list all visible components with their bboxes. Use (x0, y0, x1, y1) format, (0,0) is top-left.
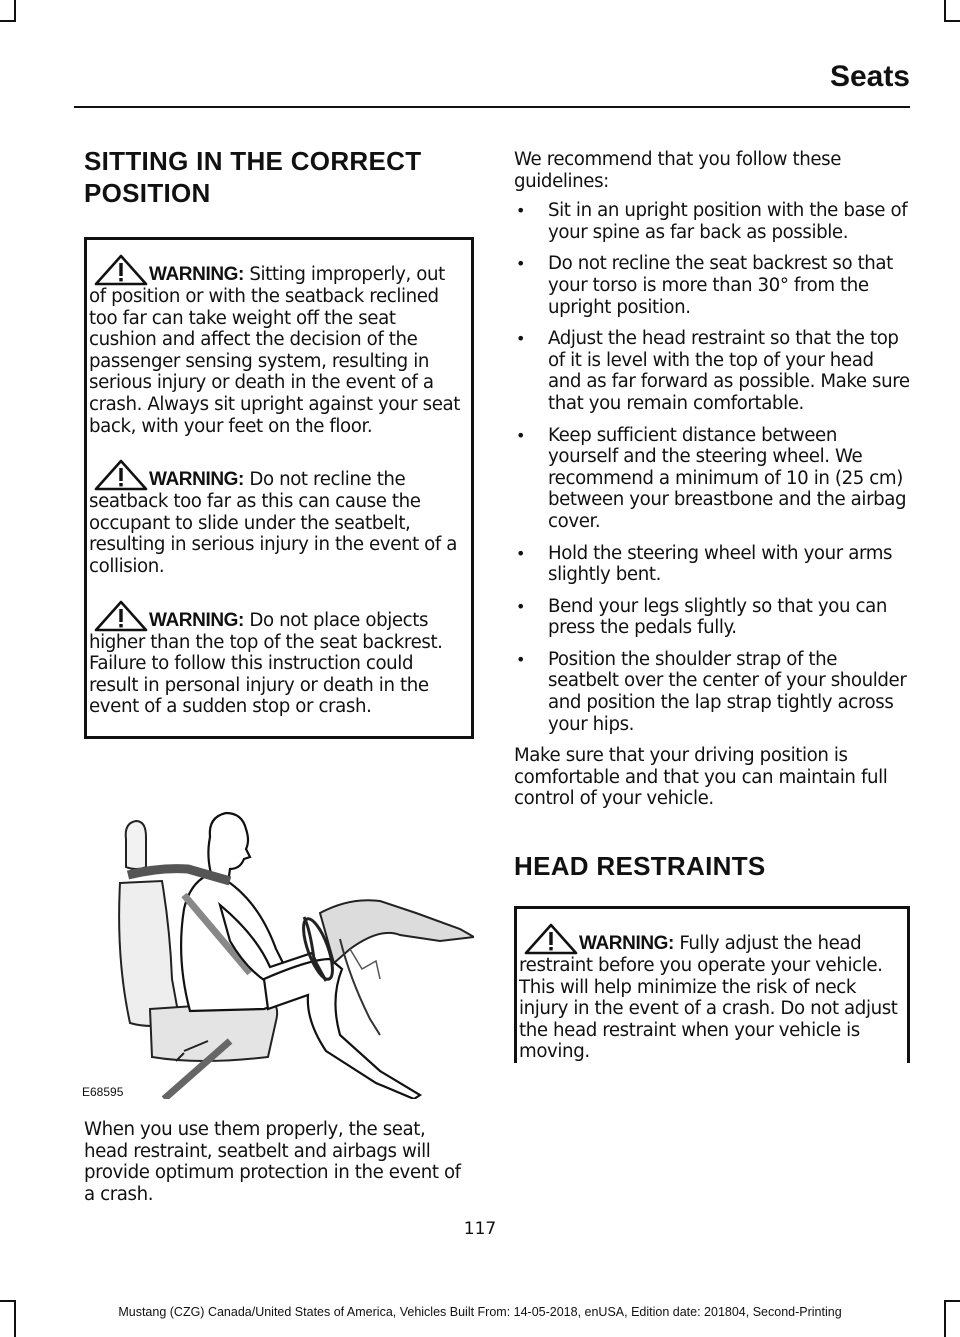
warning-item (519, 923, 901, 1063)
crop-mark-top-left-v (14, 0, 16, 22)
guidelines-list (514, 200, 910, 735)
crop-mark-top-right-h (944, 20, 960, 22)
warning-triangle-icon (93, 459, 149, 491)
warning-label: WARNING: (149, 609, 244, 631)
warning-text: Sitting improperly, out of position or with the seatback reclined too far can take weight off the seat cushion and affect the decision of the passenger sensing system, resulting in serious injury or death in the event of a crash. Always sit upright against your seat back, with your feet on the floor. (89, 264, 460, 437)
warning-label: WARNING: (149, 469, 244, 491)
page-number: 117 (463, 1219, 497, 1239)
crop-mark-top-right-v (944, 0, 946, 22)
warning-triangle-icon (523, 923, 579, 955)
list-item: • Position the shoulder strap of the seatbelt over the center of your shoulder and position the lap strap tightly across your hips. (514, 649, 910, 735)
seating-position-illustration (80, 809, 474, 1099)
warning-label: WARNING: (579, 933, 674, 955)
warning-box-head-restraints (514, 906, 910, 1063)
page-header-title: Seats (829, 60, 910, 93)
warning-item (89, 600, 465, 718)
crop-mark-top-left-h (0, 20, 16, 22)
warning-text: Fully adjust the head restraint before you operate your vehicle. This will help minimize the risk of neck injury in the event of a crash. Do not adjust the head restraint when your vehicle is moving. (519, 933, 898, 1063)
footer-edition-info: Mustang (CZG) Canada/United States of America, Vehicles Built From: 14-05-2018, enUSA, Edition date: 201804, Second-Printing (118, 1305, 842, 1319)
figure-id: E68595 (82, 1084, 124, 1099)
crop-mark-bottom-right-h (944, 1300, 960, 1302)
warning-item (89, 254, 465, 437)
driver-seated-drawing (80, 809, 474, 1099)
crop-mark-bottom-left-h (0, 1300, 16, 1302)
warning-text: Do not place objects higher than the top of the seat backrest. Failure to follow this instruction could result in personal injury or death in the event of a sudden stop or crash. (89, 609, 443, 718)
list-item: • Sit in an upright position with the base of your spine as far back as possible. (514, 200, 910, 243)
driving-position-paragraph: Make sure that your driving position is comfortable and that you can maintain full control of your vehicle. (514, 745, 888, 810)
section-title-head-restraints: HEAD RESTRAINTS (514, 851, 766, 882)
list-item: • Keep sufficient distance between yourself and the steering wheel. We recommend a minimum of 10 in (25 cm) between your breastbone and the airbag cover. (514, 425, 910, 533)
left-column (84, 145, 474, 1205)
warning-item (89, 459, 465, 577)
warning-triangle-icon (93, 254, 149, 286)
guidelines-intro: We recommend that you follow these guidelines: (514, 149, 842, 192)
warning-text: Do not recline the seatback too far as this can cause the occupant to slide under the seatbelt, resulting in serious injury in the event of a collision. (89, 469, 458, 577)
list-item: • Do not recline the seat backrest so that your torso is more than 30° from the upright position. (514, 253, 910, 318)
list-item: • Bend your legs slightly so that you can press the pedals fully. (514, 596, 910, 639)
list-item: • Adjust the head restraint so that the top of it is level with the top of your head and as far forward as possible. Make sure that you remain comfortable. (514, 328, 910, 414)
warning-box-sitting (84, 237, 474, 739)
warning-triangle-icon (93, 600, 149, 632)
right-column (514, 145, 910, 1063)
header-divider (74, 106, 910, 108)
list-item: • Hold the steering wheel with your arms slightly bent. (514, 543, 910, 586)
protection-paragraph: When you use them properly, the seat, head restraint, seatbelt and airbags will provide optimum protection in the event of a crash. (84, 1118, 461, 1205)
section-title-sitting: SITTING IN THE CORRECT POSITION (84, 146, 422, 208)
warning-label: WARNING: (149, 264, 244, 285)
